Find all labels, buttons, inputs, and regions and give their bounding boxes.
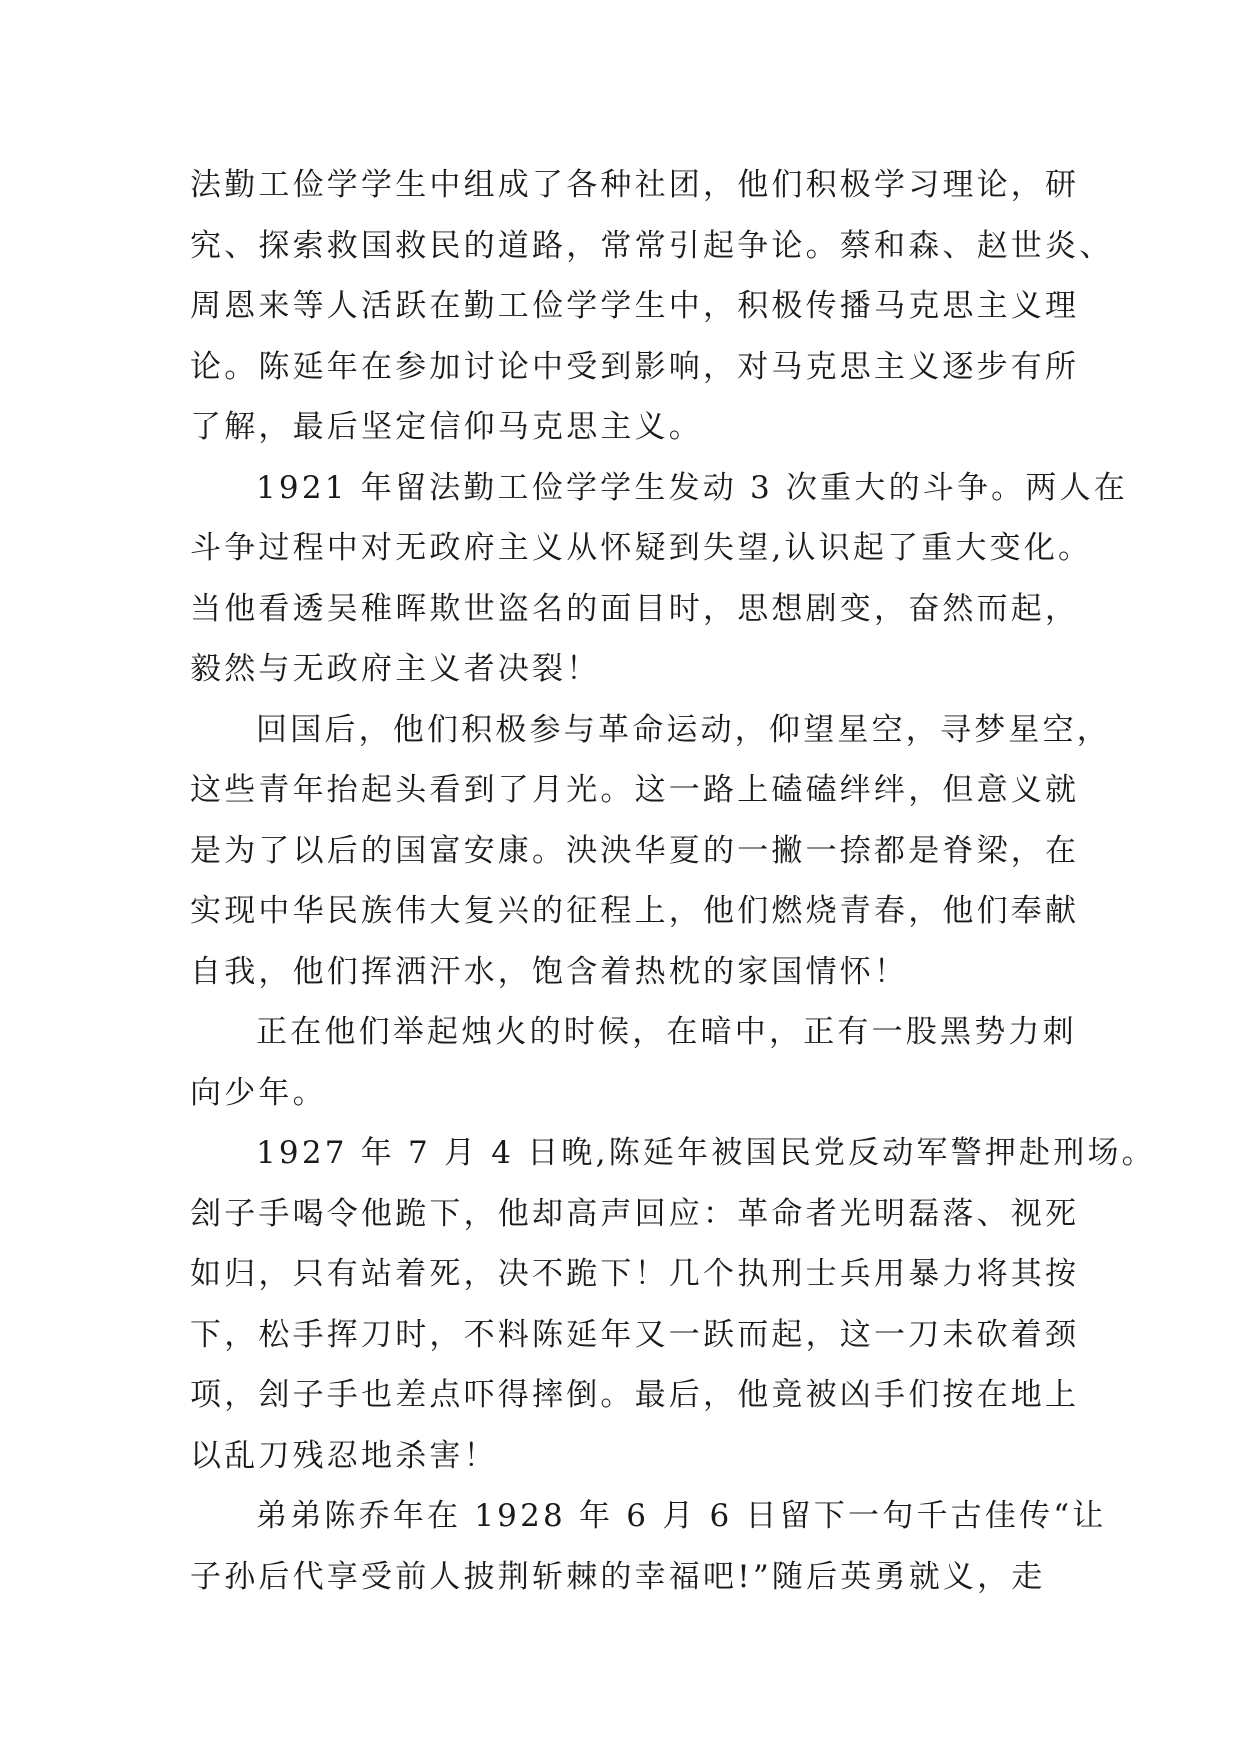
- text-line: 当他看透吴稚晖欺世盗名的面目时，思想剧变，奋然而起，: [190, 590, 1080, 627]
- text-line: 了解，最后坚定信仰马克思主义。: [190, 409, 703, 445]
- text-line: 下，松手挥刀时，不料陈延年又一跃而起，这一刀未砍着颈: [190, 1316, 1080, 1353]
- document-body: [190, 155, 1156, 1607]
- text-line: 如归，只有站着死，决不跪下！几个执刑士兵用暴力将其按: [190, 1256, 1080, 1292]
- paragraph-first-line: 回国后，他们积极参与革命运动，仰望星空，寻梦星空，: [256, 711, 1111, 748]
- text-line: 以乱刀残忍地杀害！: [190, 1437, 498, 1474]
- paragraph-first-line: 1927 年 7 月 4 日晚,陈延年被国民党反动军警押赴刑场。: [256, 1135, 1156, 1171]
- text-line: 子孙后代享受前人披荆斩棘的幸福吧!”随后英勇就义，走: [190, 1558, 1046, 1595]
- text-line: 实现中华民族伟大复兴的征程上，他们燃烧青春，他们奉献: [190, 893, 1080, 929]
- text-line: 项，刽子手也差点吓得摔倒。最后，他竟被凶手们按在地上: [190, 1377, 1080, 1413]
- text-line: 这些青年抬起头看到了月光。这一路上磕磕绊绊，但意义就: [190, 772, 1080, 808]
- text-line: 毅然与无政府主义者决裂！: [190, 651, 601, 687]
- text-line: 周恩来等人活跃在勤工俭学学生中，积极传播马克思主义理: [190, 288, 1080, 324]
- text-line: 刽子手喝令他跪下，他却高声回应：革命者光明磊落、视死: [190, 1195, 1080, 1232]
- text-line: 法勤工俭学学生中组成了各种社团，他们积极学习理论，研: [190, 167, 1080, 203]
- text-line: 斗争过程中对无政府主义从怀疑到失望,认识起了重大变化。: [190, 530, 1093, 566]
- paragraph-first-line: 弟弟陈乔年在 1928 年 6 月 6 日留下一句千古佳传“让: [256, 1498, 1107, 1534]
- text-line: 究、探索救国救民的道路，常常引起争论。蔡和森、赵世炎、: [190, 227, 1114, 264]
- text-line: 是为了以后的国富安康。泱泱华夏的一撇一捺都是脊梁，在: [190, 832, 1080, 869]
- paragraph-first-line: 1921 年留法勤工俭学学生发动 3 次重大的斗争。两人在: [256, 469, 1128, 506]
- paragraph-first-line: 正在他们举起烛火的时候，在暗中，正有一股黑势力刺: [256, 1014, 1077, 1050]
- text-line: 论。陈延年在参加讨论中受到影响，对马克思主义逐步有所: [190, 348, 1080, 385]
- text-line: 自我，他们挥洒汗水，饱含着热枕的家国情怀！: [190, 953, 909, 990]
- text-line: 向少年。: [190, 1074, 327, 1111]
